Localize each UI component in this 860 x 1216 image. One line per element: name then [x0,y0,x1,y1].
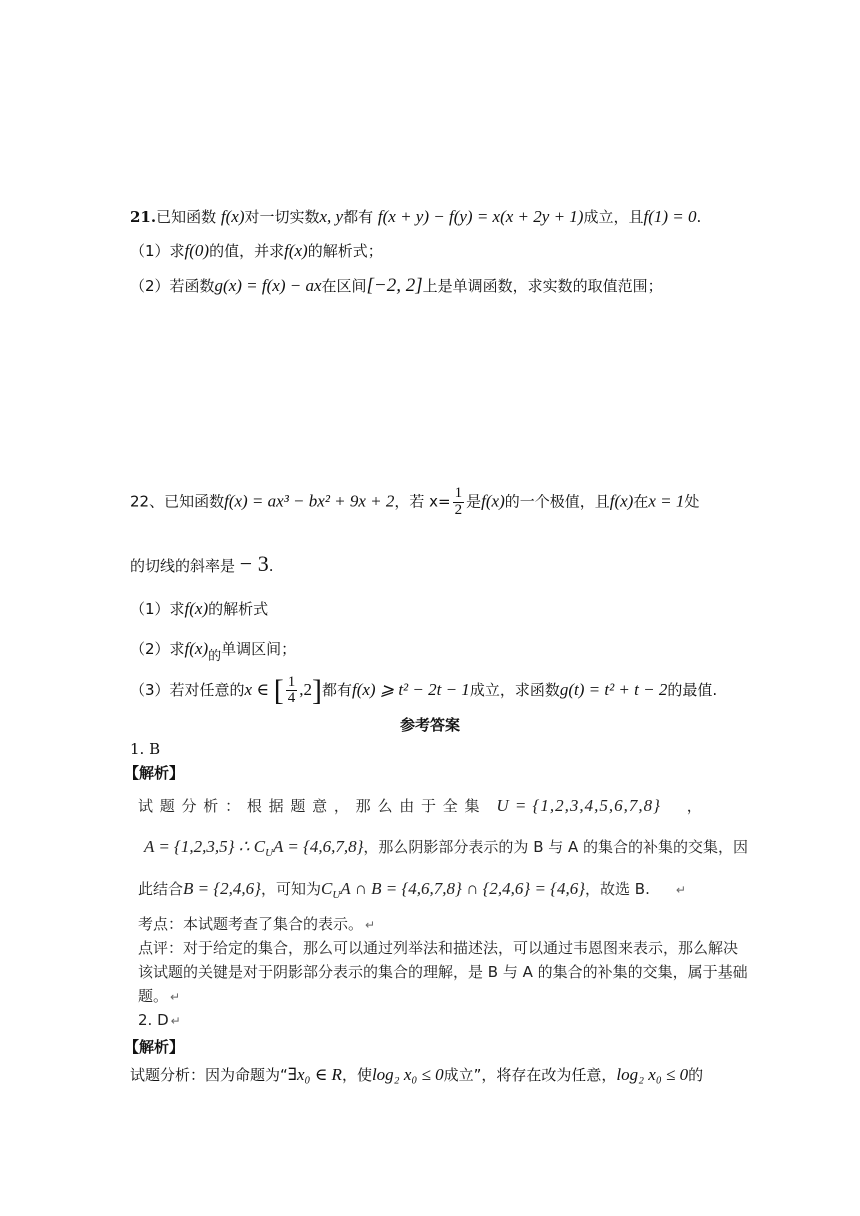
return-icon: ↵ [675,883,686,897]
right-bracket: ] [311,674,322,707]
a1-line1: 试 题 分 析 ： 根 据 题 意 ， 那 么 由 于 全 集 U = {1,2,3,4,5,6,7,8} ， [138,796,703,815]
answers-heading: 参考答案 [399,716,460,734]
q22-fraction: $\frac{1}{2}$ [454,485,463,518]
answer-1: 1. B [130,740,161,758]
q21-part2: （2）若函数g(x) = f(x) − ax在区间[−2, 2]上是单调函数，求实数的取值范围； [130,275,663,296]
a1-line3: 此结合B = {2,4,6}，可知为$C_UA$ ∩ B = {4,6,7,8} ∩ {2,4,6} = {4,6}，故选 B. ↵ [138,879,686,901]
analysis-label-2: 【解析】 [124,1038,185,1056]
answer-2: 2. D ↵ [138,1011,181,1029]
q22-statement: 22、已知函数f(x) = ax³ − bx² + 9x + 2，若 x= $\frac{1}{2}$ 是f(x)的一个极值，且f(x)在x = 1处 [130,485,700,518]
q22-part1: （1）求f(x)的解析式 [130,599,269,618]
q21-statement: 21.已知函数 f(x)对一切实数x, y都有 f(x + y) − f(y) = x(x + 2y + 1)成立，且f(1) = 0. [130,207,702,226]
dianping-line2: 该试题的关键是对于阴影部分表示的集合的理解，是 B 与 A 的集合的补集的交集，属于基础 [138,963,748,981]
q21-number: 21. [130,208,157,226]
q22-part2: （2）求f(x)的单调区间； [130,639,297,664]
return-icon: ↵ [170,1014,181,1028]
q22-part3: （3）若对任意的x ∈ [ $\frac{1}{4}$ ,2]都有f(x) ⩾ t² − 2t − 1成立，求函数g(t) = t² + t − 2的最值. [130,673,718,707]
return-icon: ↵ [170,990,181,1004]
q22-p3-fraction: $\frac{1}{4}$ [287,673,296,707]
dianping-line1: 点评：对于给定的集合，那么可以通过列举法和描述法，可以通过韦恩图来表示，那么解决 [138,939,739,957]
q22-line2: 的切线的斜率是 − 3. [130,551,274,576]
return-icon: ↵ [365,918,376,932]
dianping-line3: 题。 ↵ [138,987,181,1005]
left-bracket: [ [273,674,284,707]
a1-line2: A = {1,2,3,5} ∴ $C_UA = \{4,6,7,8\}$，那么阴影部分表示的为 B 与 A 的集合的补集的交集，因 [144,837,749,859]
a2-line1: 试题分析：因为命题为“∃x₀ ∈ R，使log₂ x₀ ≤ 0成立”，将存在改为任意，log₂ x₀ ≤ 0的 [130,1065,704,1084]
kaodian: 考点：本试题考查了集合的表示。 ↵ [138,915,376,933]
q21-part1: （1）求f(0)的值，并求f(x)的解析式； [130,241,383,260]
analysis-label-1: 【解析】 [124,764,185,782]
